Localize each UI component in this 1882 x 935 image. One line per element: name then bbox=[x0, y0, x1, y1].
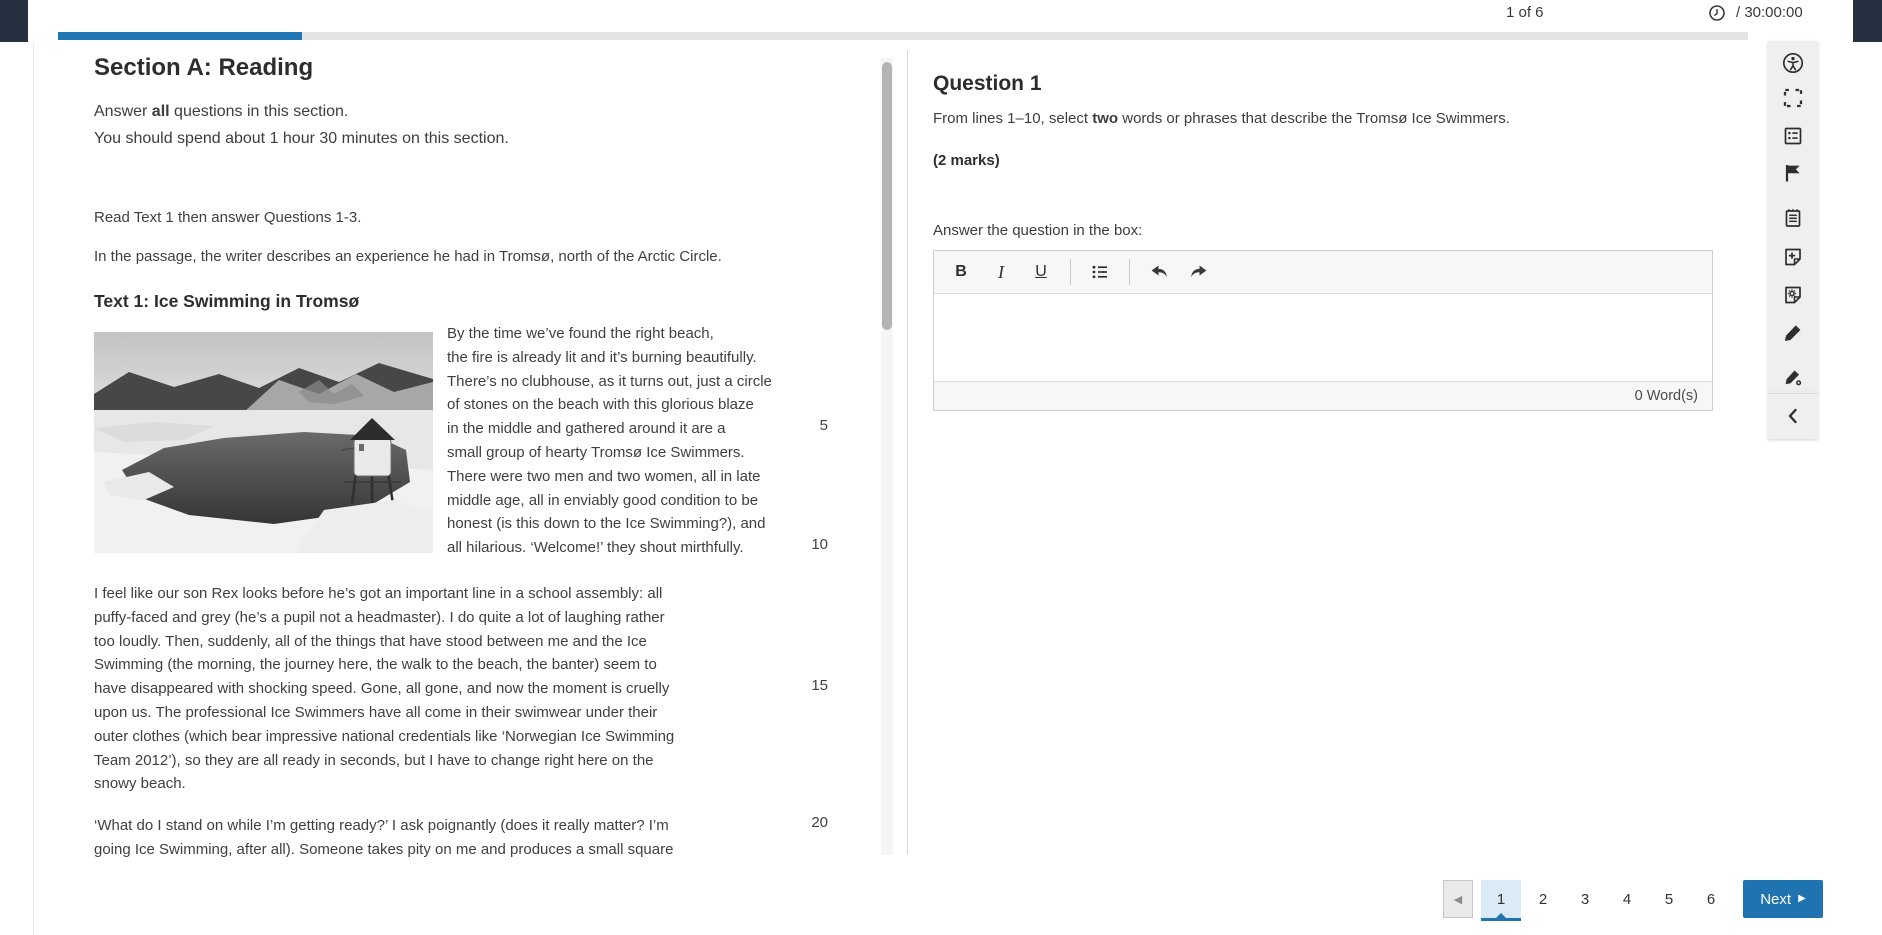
passage-line: puffy-faced and grey (he’s a pupil not a headmaster). I do quite a lot of laughing rather bbox=[94, 608, 665, 626]
page-button-5[interactable]: 5 bbox=[1664, 890, 1674, 908]
passage-block-2 bbox=[94, 582, 794, 796]
passage-line: too loudly. Then, suddenly, all of the things that have stood between me and the Ice bbox=[94, 632, 647, 650]
answer-editor-box bbox=[933, 250, 1713, 411]
passage-line: Team 2012’), so they are all ready in seconds, but I have to change right here on the bbox=[94, 751, 654, 769]
accessibility-icon[interactable] bbox=[1781, 51, 1805, 75]
page-button-6[interactable]: 6 bbox=[1706, 890, 1716, 908]
toolbar-separator bbox=[1129, 259, 1130, 285]
passage-line: By the time we’ve found the right beach, bbox=[447, 325, 714, 342]
line-number-5: 5 bbox=[819, 417, 828, 434]
pen-icon[interactable] bbox=[1781, 321, 1805, 345]
page-button-4[interactable]: 4 bbox=[1622, 890, 1632, 908]
passage-line: of stones on the beach with this glorious blaze bbox=[447, 396, 754, 414]
passage-block-3 bbox=[94, 814, 794, 862]
passage-line: in the middle and gathered around it are a bbox=[447, 420, 726, 438]
tools-sidebar bbox=[1768, 41, 1818, 439]
question-list-icon[interactable] bbox=[1781, 124, 1805, 148]
annotate-pen-icon[interactable] bbox=[1781, 365, 1805, 389]
passage-line: I feel like our son Rex looks before he’s got an important line in a school assembly: all bbox=[94, 585, 663, 602]
line-number-10: 10 bbox=[811, 536, 828, 553]
add-note-icon[interactable] bbox=[1781, 245, 1805, 269]
passage-line: Swimming (the morning, the journey here, the walk to the beach, the banter) seem to bbox=[94, 656, 657, 674]
content-left-border bbox=[33, 42, 34, 935]
next-arrow-icon: ▶ bbox=[1798, 893, 1806, 904]
editor-footer bbox=[934, 381, 1712, 410]
page-button-2[interactable]: 2 bbox=[1538, 890, 1548, 908]
passage-line: small group of hearty Tromsø Ice Swimmers. bbox=[447, 443, 745, 461]
passage-line: outer clothes (which bear impressive national credentials like ‘Norwegian Ice Swimming bbox=[94, 727, 675, 745]
undo-button[interactable] bbox=[1144, 257, 1174, 287]
note-settings-icon[interactable] bbox=[1781, 283, 1805, 307]
read-instruction: Read Text 1 then answer Questions 1-3. bbox=[94, 209, 362, 226]
underline-button[interactable]: U bbox=[1035, 263, 1047, 280]
section-instruction-1: Answer all questions in this section. bbox=[94, 103, 349, 120]
passage-photo bbox=[94, 332, 433, 553]
passage-line: There’s no clubhouse, as it turns out, just a circle bbox=[447, 372, 772, 390]
passage-block-1 bbox=[447, 322, 788, 560]
bold-button[interactable]: B bbox=[955, 263, 967, 280]
passage-line: middle age, all in enviably good condition to be bbox=[447, 491, 759, 509]
bullet-list-button[interactable] bbox=[1085, 257, 1115, 287]
flag-icon[interactable] bbox=[1781, 161, 1805, 185]
top-left-corner-block bbox=[0, 0, 28, 42]
pagination bbox=[1443, 880, 1823, 918]
passage-line: honest (is this down to the Ice Swimming?), and bbox=[447, 515, 766, 533]
active-page-caret bbox=[1496, 913, 1506, 918]
active-page-underline bbox=[1481, 918, 1521, 921]
page-indicator: 1 of 6 bbox=[1506, 4, 1544, 21]
passage-line: the fire is already lit and it’s burning beautifully. bbox=[447, 348, 757, 366]
passage-line: There were two men and two women, all in late bbox=[447, 467, 761, 485]
section-instruction-2: You should spend about 1 hour 30 minutes on this section. bbox=[94, 130, 509, 147]
section-title: Section A: Reading bbox=[94, 54, 314, 81]
next-button[interactable]: Next ▶ bbox=[1743, 880, 1823, 918]
passage-context: In the passage, the writer describes an experience he had in Tromsø, north of the Arctic Circle. bbox=[94, 248, 722, 265]
line-number-20: 20 bbox=[811, 814, 828, 831]
line-number-15: 15 bbox=[811, 677, 828, 694]
previous-page-button[interactable] bbox=[1443, 880, 1473, 918]
question-text: From lines 1–10, select two words or phrases that describe the Tromsø Ice Swimmers. bbox=[933, 110, 1510, 127]
page-button-3[interactable]: 3 bbox=[1580, 890, 1590, 908]
passage-line: ‘What do I stand on while I’m getting ready?’ I ask poignantly (does it really matter? I’m bbox=[94, 817, 669, 834]
collapse-sidebar-icon[interactable] bbox=[1781, 404, 1805, 428]
tools-divider bbox=[1768, 393, 1818, 394]
passage-line: going Ice Swimming, after all). Someone takes pity on me and produces a small square bbox=[94, 840, 674, 858]
redo-button[interactable] bbox=[1184, 257, 1214, 287]
question-title: Question 1 bbox=[933, 72, 1042, 95]
passage-line: upon us. The professional Ice Swimmers have all come in their swimwear under their bbox=[94, 703, 658, 721]
question-marks: (2 marks) bbox=[933, 152, 1000, 169]
progress-bar-fill bbox=[58, 32, 302, 40]
passage-line: have disappeared with shocking speed. Gone, all gone, and now the moment is cruelly bbox=[94, 680, 670, 698]
fullscreen-icon[interactable] bbox=[1781, 86, 1805, 110]
toolbar-separator bbox=[1070, 259, 1071, 285]
clock-icon bbox=[1708, 4, 1726, 22]
page-button-1[interactable]: 1 bbox=[1481, 880, 1521, 918]
time-remaining: / 30:00:00 bbox=[1736, 4, 1803, 21]
reading-scrollbar-thumb[interactable] bbox=[882, 62, 892, 330]
top-right-corner-block bbox=[1853, 0, 1882, 42]
text-title: Text 1: Ice Swimming in Tromsø bbox=[94, 291, 360, 311]
editor-toolbar bbox=[934, 251, 1712, 294]
passage-line: all hilarious. ‘Welcome!’ they shout mirthfully. bbox=[447, 539, 744, 557]
italic-button[interactable]: I bbox=[998, 261, 1004, 282]
notepad-icon[interactable] bbox=[1781, 206, 1805, 230]
panel-divider bbox=[907, 50, 908, 855]
answer-box-label: Answer the question in the box: bbox=[933, 222, 1143, 239]
word-count: 0 Word(s) bbox=[1634, 388, 1698, 404]
passage-line: snowy beach. bbox=[94, 775, 186, 793]
answer-editor[interactable] bbox=[934, 294, 1712, 381]
progress-bar bbox=[58, 32, 1748, 40]
previous-arrow-icon: ◀ bbox=[1453, 893, 1463, 906]
